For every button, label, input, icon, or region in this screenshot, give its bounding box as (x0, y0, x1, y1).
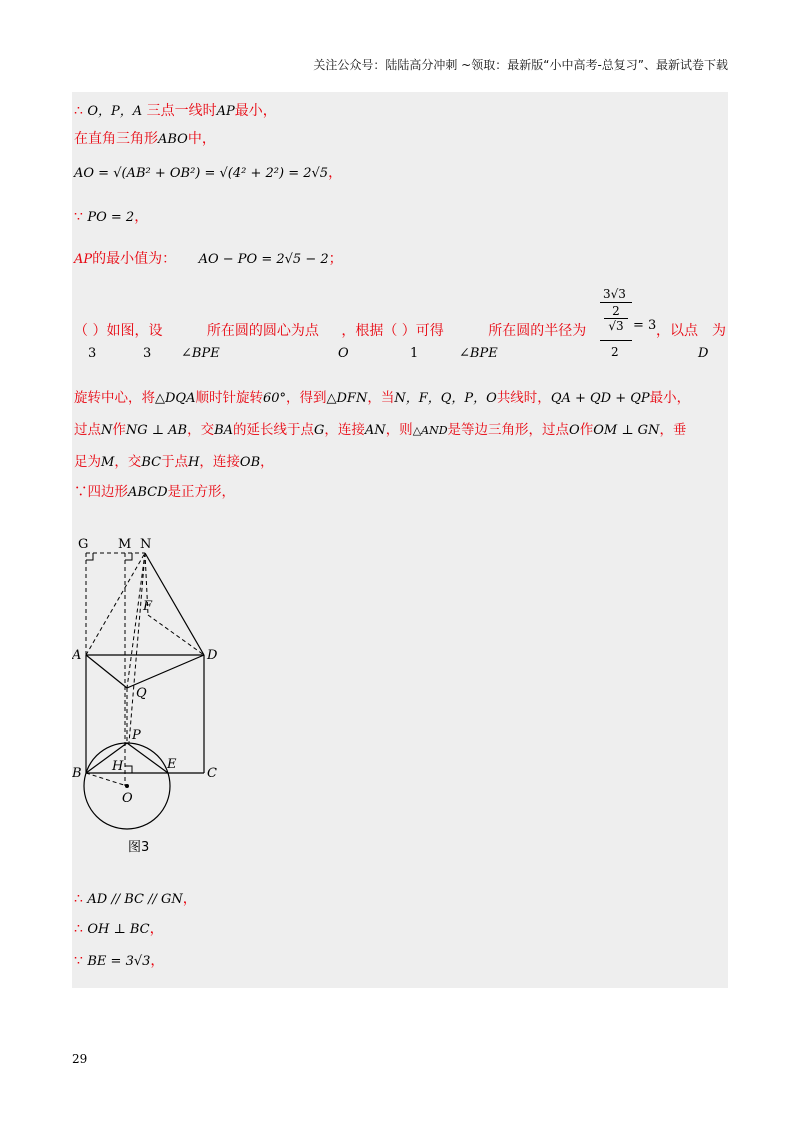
label-h: H (112, 759, 124, 774)
frac-bar-main (600, 340, 632, 341)
num-3b: 3 (143, 346, 152, 361)
frac-eq: = 3 (633, 318, 657, 333)
segment-fd (148, 615, 204, 655)
segment-an (86, 553, 145, 655)
right-angle-h (125, 766, 132, 773)
label-o-fig: O (122, 791, 133, 806)
segment-np (129, 553, 145, 743)
line-11: ∴ AD // BC // GN， (74, 891, 197, 907)
segment-nd (145, 553, 204, 655)
label-a: A (72, 648, 82, 663)
line-10: ∵四边形ABCD是正方形， (74, 484, 236, 500)
line-6-f: 为 (712, 323, 726, 339)
line-6-e: ，以点 (656, 323, 698, 339)
label-c: C (207, 766, 217, 781)
frac-bottom: 2 (611, 345, 619, 359)
ao-formula: AO = √(AB² + OB²) = √(4² + 2²) = 2√5 (74, 166, 329, 181)
angle-bpe-1: ∠BPE (181, 346, 220, 361)
line-4: ∵ PO = 2， (74, 209, 149, 225)
right-angle-g (86, 553, 93, 560)
label-f: F (143, 599, 153, 614)
figure-caption: 图3 (128, 840, 150, 855)
segment-aq (86, 655, 127, 688)
line-3: AO = √(AB² + OB²) = √(4² + 2²) = 2√5， (74, 165, 343, 181)
label-n: N (140, 537, 152, 552)
page-header: 关注公众号：陆陆高分冲刺 ~领取：最新版“小中高考-总复习”、最新试卷下载 (313, 58, 728, 72)
line-2: 在直角三角形ABO中， (74, 131, 216, 147)
label-d: D (698, 346, 709, 361)
page-number: 29 (72, 1052, 88, 1066)
point-o (125, 784, 129, 788)
line-9: 足为M，交BC于点H，连接OB， (74, 454, 274, 470)
line-1: ∴ O，P，A 三点一线时AP最小， (74, 103, 277, 119)
line-13: ∵ BE = 3√3， (74, 953, 165, 969)
segment-nq (127, 553, 145, 688)
segment-qd (127, 655, 204, 688)
line-12: ∴ OH ⊥ BC， (74, 921, 164, 937)
num-3: 3 (88, 346, 97, 361)
label-b: B (72, 766, 82, 781)
angle-bpe-2: ∠BPE (459, 346, 498, 361)
frac-top: 3√3 (603, 287, 626, 301)
line-6: （ ）如图，设 所在圆的圆心为点 ，根据（ ）可得 所在圆的半径为 (74, 323, 587, 339)
label-p: P (132, 728, 141, 743)
label-e: E (167, 757, 177, 772)
label-m: M (118, 537, 132, 552)
label-o: O (338, 346, 349, 361)
segment-bo (86, 773, 127, 786)
num-1: 1 (410, 346, 419, 361)
line-5: AP的最小值为： AO − PO = 2√5 − 2； (74, 251, 343, 267)
segment-pe (127, 743, 168, 773)
line-8: 过点N作NG ⊥ AB，交BA的延长线于点G，连接AN，则△AND是等边三角形，过点O作OM ⊥ GN，垂 (74, 422, 687, 438)
frac-bar (600, 302, 632, 303)
label-g: G (78, 537, 89, 552)
line-7: 旋转中心，将△DQA顺时针旋转60°，得到△DFN，当N，F，Q，P，O共线时，QA + QD + QP最小， (74, 390, 691, 406)
frac-inner: 2 √3 (604, 304, 628, 333)
right-angle-m (125, 553, 132, 560)
label-q: Q (136, 686, 147, 701)
geometry-figure (72, 530, 242, 855)
label-d: D (207, 648, 218, 663)
